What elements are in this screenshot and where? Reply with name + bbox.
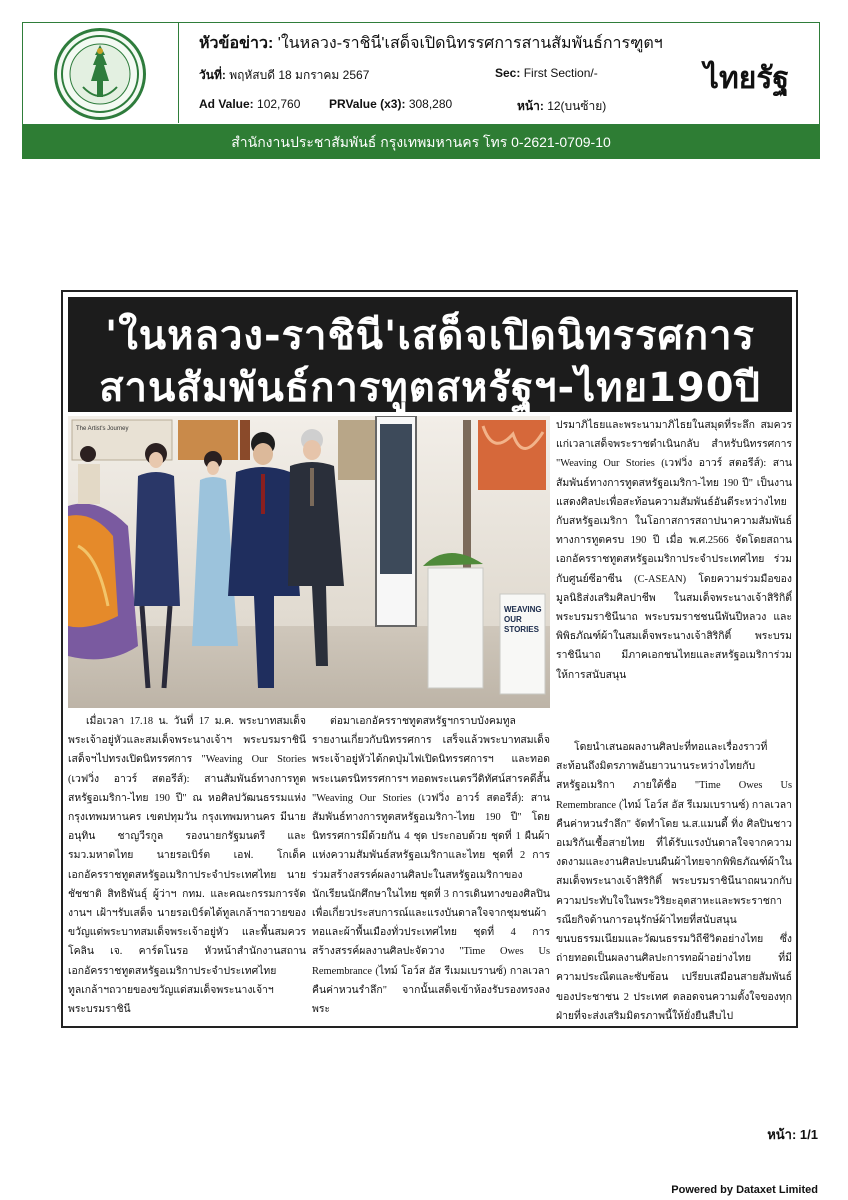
section-label: Sec: — [495, 66, 521, 80]
headline-text: 'ในหลวง-ราชินี'เสด็จเปิดนิทรรศการสานสัมพันธ์การฑูตฯ — [277, 35, 663, 52]
newspaper-name: ไทยรัฐ — [703, 61, 789, 96]
section-row — [495, 66, 598, 80]
agency-bar: สำนักงานประชาสัมพันธ์ กรุงเทพมหานคร โทร 0-2621-0709-10 — [22, 125, 820, 159]
article-paragraph: โดยนำเสนอผลงานศิลปะที่ทอและเรื่องราวที่สะท้อนถึงมิตรภาพอันยาวนานระหว่างไทยกับสหรัฐอเมริกา ภายใต้ชื่อ "Time Owes Us Remembrance (ไทม์ โอว์ส อัส รีเมมเบรานซ์) กาลเวลา คืนค่าหวนรำลึก" จัดทำโดย น.ส.แมนดี้ ทิ่ง ศิลปินชาวอเมริกันเชื้อสายไทย ที่ได้รับแรงบันดาลใจจากความงดงามและงานศิลปะบนผืนผ้าไทยจากพิพิธภัณฑ์ผ้าในสมเด็จพระนางเจ้าสิริกิติ์ พระบรมราชินีนาถผนวกกับความประทับใจในพระวิริยะอุตสาหะและพระราชการณียกิจด้านการอนุรักษ์ผ้าไทยที่สนับสนุนขนบธรรมเนียมและวัฒนธรรมวิถีชีวิตอย่างไทย ซึ่งถ่ายทอดเป็นผลงานศิลปะการทอผ้าอย่างไทย ที่มีความประณีตและซับซ้อน เปรียบเสมือนสายสัมพันธ์ของประชาชน 2 ประเทศ ตลอดจนความตั้งใจของทุกฝ่ายที่จะส่งเสริมมิตรภาพนี้ให้ยั่งยืนสืบไป — [556, 742, 792, 1022]
logo-cell — [23, 23, 179, 123]
article-title-line-2: สานสัมพันธ์การทูตสหรัฐฯ-ไทย190ปี — [99, 365, 761, 411]
article-paragraph: เมื่อเวลา 17.18 น. วันที่ 17 ม.ค. พระบาทสมเด็จพระเจ้าอยู่หัวและสมเด็จพระนางเจ้าฯ พระบรมราชินี เสด็จฯไปทรงเปิดนิทรรศการ "Weaving Our Stories (เวฟวิ่ง อาวร์ สตอรีส์): สานสัมพันธ์ทางการทูตสหรัฐอเมริกา-ไทย 190 ปี" ณ หอศิลปวัฒนธรรมแห่งกรุงเทพมหานคร เขตปทุมวัน กรุงเทพมหานคร มีนายอนุทิน ชาญวีรกูล รองนายกรัฐมนตรี และ รมว.มหาดไทย นายรอเบิร์ต เอฟ. โกเด็ค เอกอัครราชทูตสหรัฐอเมริกาประจำประเทศไทย นายชัชชาติ สิทธิพันธุ์ ผู้ว่าฯ กทม. และคณะกรรมการจัดงานฯ เฝ้าฯรับเสด็จ นายรอเบิร์ตได้ทูลเกล้าฯถวายของขวัญแด่พระบาทสมเด็จพระเจ้าอยู่หัว และพื้นสมควรโคลิน เจ. คาร์ดโนรอ หัวหน้าสำนักงานสถานเอกอัครราชทูตสหรัฐอเมริกาประจำประเทศไทยทูลเกล้าฯถวายของขวัญแด่สมเด็จพระนางเจ้าฯ พระบรมราชินี — [68, 716, 306, 1016]
page-row — [517, 97, 606, 116]
clipping-header — [22, 22, 820, 125]
sign-line-2: OUR — [504, 615, 522, 624]
page-label: หน้า: — [517, 99, 544, 113]
bangkok-seal-logo — [54, 28, 146, 120]
article-column-3-top — [556, 416, 792, 716]
pr-value-label: PRValue (x3): — [329, 97, 406, 111]
article-column-3-bottom — [556, 738, 792, 1024]
page-value: 12(บนซ้าย) — [547, 99, 607, 113]
date-label: วันที่: — [199, 68, 226, 82]
powered-by: Powered by Dataxet Limited — [671, 1184, 818, 1196]
article-photo — [68, 416, 550, 708]
section-value: First Section/- — [523, 66, 598, 80]
date-value: พฤหัสบดี 18 มกราคม 2567 — [229, 68, 370, 82]
ad-value-label: Ad Value: — [199, 97, 254, 111]
pr-value-row — [329, 97, 452, 111]
sign-line-3: STORIES — [504, 625, 539, 634]
article-title-block — [68, 297, 792, 412]
article-paragraph: ปรมาภิไธยและพระนามาภิไธยในสมุดที่ระลึก สมควรแก่เวลาเสด็จพระราชดำเนินกลับ สำหรับนิทรรศการ "Weaving Our Stories (เวฟวิ่ง อาวร์ สตอรีส์): สานสัมพันธ์ทางการทูตสหรัฐอเมริกา-ไทย 190 ปี" เป็นงานแสดงศิลปะเพื่อสะท้อนความสัมพันธ์อันดีระหว่างไทยกับสหรัฐอเมริกา ในโอกาสการสถาปนาความสัมพันธ์ทางการทูตครบ 190 ปี เมื่อ พ.ศ.2566 จัดโดยสถานเอกอัครราชทูตสหรัฐอเมริกาประจำประเทศไทย ร่วมกับศูนย์ซีอาซีน (C-ASEAN) โดยความร่วมมือของมูลนิธิส่งเสริมศิลปาชีพ ในสมเด็จพระนางเจ้าสิริกิติ์ พระบรมราชินีนาถ พระบรมราชชนนีพันปีหลวง และพิพิธภัณฑ์ผ้าในสมเด็จพระนางเจ้าสิริกิติ์ พระบรมราชินีนาถ มีภาคเอกชนไทยและสหรัฐอเมริการ่วมให้การสนับสนุน — [556, 420, 792, 681]
ad-value-row — [199, 97, 300, 111]
sign-line-1: WEAVING — [504, 605, 542, 614]
ad-value: 102,760 — [257, 97, 301, 111]
date-row — [199, 66, 369, 85]
article-paragraph: ต่อมาเอกอัครราชทูตสหรัฐฯกราบบังคมทูลรายงานเกี่ยวกับนิทรรศการ เสร็จแล้วพระบาทสมเด็จพระเจ้าอยู่หัวได้กดปุ่มไฟเปิดนิทรรศการฯ และทอดพระเนตรนิทรรศการฯ ทอดพระเนตรวีดิทัศน์สารคดีสั้น "Weaving Our Stories (เวฟวิ่ง อาวร์ สตอรีส์): สานสัมพันธ์ทางการทูตสหรัฐอเมริกา-ไทย 190 ปี" โดยนิทรรศการมีด้วยกัน 4 ชุด ประกอบด้วย ชุดที่ 1 ผืนผ้าแห่งความสัมพันธ์สหรัฐอเมริกาและไทย ชุดที่ 2 การร่วมสร้างสรรค์ผลงานศิลปะในสหรัฐอเมริกาของนักเรียนนักศึกษาในไทย ชุดที่ 3 การเดินทางของศิลปินเพื่อเกี่ยวประสบการณ์และแรงบันดาลใจจากชุมชนผ้าทอและผ้าพื้นเมืองทั่วประเทศไทย ชุดที่ 4 การสร้างสรรค์ผลงานศิลปะจัดวาง "Time Owes Us Remembrance (ไทม์ โอว์ส อัส รีเมมเบรานซ์) กาลเวลา คืนค่าหวนรำลึก" จากนั้นเสด็จเข้าห้องรับรองทรงลงพระ — [312, 716, 550, 1016]
headline-label: หัวข้อข่าว: — [199, 35, 274, 52]
clipping-info — [199, 23, 689, 123]
headline-row — [199, 31, 685, 56]
page-indicator: หน้า: 1/1 — [767, 1127, 818, 1142]
article-title-line-1: 'ในหลวง-ราชินี'เสด็จเปิดนิทรรศการ — [104, 313, 756, 359]
pr-value: 308,280 — [408, 97, 453, 111]
article-column-1 — [68, 712, 306, 1024]
article-column-2 — [312, 712, 550, 1024]
artwork-label: The Artist's Journey — [76, 426, 129, 432]
